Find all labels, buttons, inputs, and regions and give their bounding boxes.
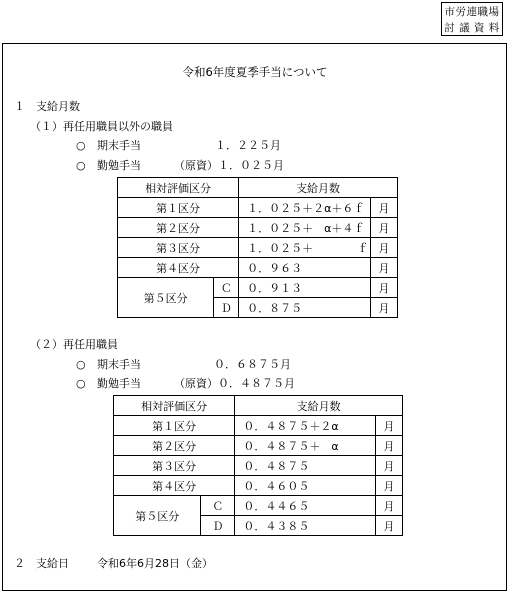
unit-cell: 月 xyxy=(376,456,403,476)
unit-cell: 月 xyxy=(371,278,398,298)
unit-cell: 月 xyxy=(376,416,403,436)
row-value: ０．４４６５ xyxy=(235,496,376,516)
row-value: ０．４６０５ xyxy=(235,476,376,496)
unit-cell: 月 xyxy=(371,258,398,278)
bullet-icon: ○ xyxy=(76,377,86,390)
unit-cell: 月 xyxy=(376,436,403,456)
row-label: 第１区分 xyxy=(118,198,239,218)
row-value: ０．４８７５＋ α xyxy=(235,436,376,456)
row-value: ０．８７５ xyxy=(239,298,371,318)
row-label: 第２区分 xyxy=(118,218,239,238)
subsection-2-heading: （２）再任用職員 xyxy=(30,338,118,351)
unit-cell: 月 xyxy=(371,198,398,218)
unit-cell: 月 xyxy=(376,496,403,516)
bonus-value: ０．６８７５月 xyxy=(214,358,291,371)
row-label: 第２区分 xyxy=(114,436,235,456)
table-row xyxy=(114,476,403,496)
table-row xyxy=(118,238,398,258)
row-label: 第５区分 xyxy=(118,278,214,318)
header-category: 相対評価区分 xyxy=(118,178,239,198)
bullet-icon: ○ xyxy=(76,159,86,172)
unit-cell: 月 xyxy=(376,516,403,536)
row-value: ０．９６３ xyxy=(239,258,371,278)
table-row xyxy=(114,436,403,456)
row-value: ０．４８７５ xyxy=(235,456,376,476)
bonus-label: 期末手当 xyxy=(97,139,141,152)
row-value: ０．９１３ xyxy=(239,278,371,298)
table-header-row xyxy=(114,396,403,416)
document-title: 令和6年度夏季手当について xyxy=(182,65,328,79)
grade-cell: Ｄ xyxy=(201,516,235,536)
unit-cell: 月 xyxy=(371,298,398,318)
bullet-icon: ○ xyxy=(76,358,86,371)
row-value: １．０２５＋ α＋４ｆ xyxy=(239,218,371,238)
diligence-label: 勤勉手当 xyxy=(97,377,141,390)
payment-table-2 xyxy=(113,395,403,536)
row-label: 第４区分 xyxy=(118,258,239,278)
table-row xyxy=(114,456,403,476)
table-row xyxy=(118,218,398,238)
header-months: 支給月数 xyxy=(239,178,398,198)
row-label: 第３区分 xyxy=(118,238,239,258)
section-1-heading: １ 支給月数 xyxy=(14,100,80,113)
stamp-line-1: 市労連職場 xyxy=(444,6,500,18)
unit-cell: 月 xyxy=(371,238,398,258)
bullet-icon: ○ xyxy=(76,139,86,152)
row-value: ０．４８７５＋２α xyxy=(235,416,376,436)
table-row xyxy=(114,416,403,436)
payment-table-1 xyxy=(117,177,398,318)
bonus-label: 期末手当 xyxy=(97,358,141,371)
diligence-source: （原資）０．４８７５月 xyxy=(174,377,295,390)
stamp-line-2: 討 議 資 料 xyxy=(444,22,500,34)
grade-cell: Ｃ xyxy=(214,278,239,298)
diligence-label: 勤勉手当 xyxy=(97,159,141,172)
table-header-row xyxy=(118,178,398,198)
grade-cell: Ｃ xyxy=(201,496,235,516)
row-label: 第３区分 xyxy=(114,456,235,476)
row-label: 第１区分 xyxy=(114,416,235,436)
subsection-1-heading: （１）再任用職員以外の職員 xyxy=(30,120,173,133)
header-months: 支給月数 xyxy=(235,396,403,416)
table-row xyxy=(118,278,398,298)
grade-cell: Ｄ xyxy=(214,298,239,318)
payment-date: 令和6年6月28日（金） xyxy=(97,557,213,570)
unit-cell: 月 xyxy=(371,218,398,238)
row-label: 第４区分 xyxy=(114,476,235,496)
row-value: ０．４３８５ xyxy=(235,516,376,536)
unit-cell: 月 xyxy=(376,476,403,496)
header-category: 相対評価区分 xyxy=(114,396,235,416)
row-label: 第５区分 xyxy=(114,496,201,536)
table-row xyxy=(118,258,398,278)
document-stamp xyxy=(441,2,503,36)
diligence-source: （原資）１．０２５月 xyxy=(174,159,284,172)
table-row xyxy=(114,496,403,516)
bonus-value: １．２２５月 xyxy=(215,139,281,152)
table-row xyxy=(118,198,398,218)
row-value: １．０２５＋ ｆ xyxy=(239,238,371,258)
row-value: １．０２５＋２α＋６ｆ xyxy=(239,198,371,218)
section-2-heading: ２ 支給日 xyxy=(14,557,69,570)
